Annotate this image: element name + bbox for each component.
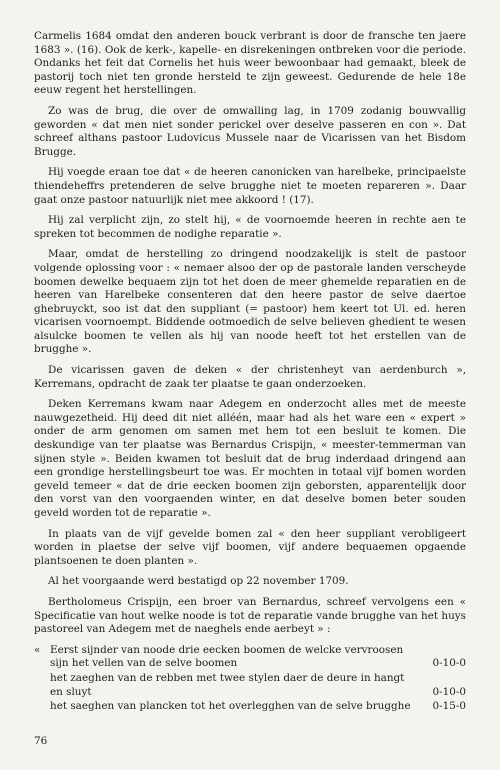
paragraph-3: Hij voegde eraan toe dat « de heeren canonicken van harelbeke, principaelste thiendeheffrs pretenderen de selve brugghe niet te moeten repareren ». Daar gaat onze pastoor natuurlijk niet mee akkoord ! (17). [34,166,466,206]
paragraph-1: Carmelis 1684 omdat den anderen bouck verbrant is door de fransche ten jaere 1683 ». (16). Ook de kerk-, kapelle- en disrekeningen ontbreken voor die periode. Ondanks het feit dat Cornelis het huis weer bewoonbaar had gemaakt, bleek de pastorij toch niet ten gronde hersteld te zijn geweest. Gedurende de hele 18e eeuw regent het herstellingen. [34,30,466,97]
specification-item-text: het saeghen van plancken tot het overlegghen van de selve brugghe [50,700,411,713]
specification-item-amount: 0-15-0 [432,700,466,713]
specification-row [34,672,466,699]
paragraph-9: Al het voorgaande werd bestatigd op 22 november 1709. [48,575,349,588]
paragraph-8: In plaats van de vijf gevelde bomen zal « den heer suppliant verobligeert worden in plaetse der selve vijf boomen, vijf andere bequaemen opgaende plantsoenen te doen planten ». [34,527,466,567]
specification-list [34,644,466,714]
specification-row [34,644,466,671]
paragraph-4: Hij zal verplicht zijn, zo stelt hij, « de voornoemde heeren in rechte aen te spreken tot becommen de nodighe reparatie ». [34,214,466,240]
paragraph-2: Zo was de brug, die over de omwalling lag, in 1709 zodanig bouwvallig geworden « dat men niet sonder perickel over deselve passeren en con ». Dat schreef althans pastoor Ludovicus Mussele naar de Vicarissen van het Bisdom Brugge. [34,104,466,158]
paragraph-5: Maar, omdat de herstelling zo dringend noodzakelijk is stelt de pastoor volgende oplossing voor : « nemaer alsoo der op de pastorale landen verscheyde boomen dewelke bequaem zijn tot het doen de meer ghemelde reparatien en de heeren van Harelbeke consenteren dat den heere pastor de selve daertoe ghebruyckt, soo ist dat den suppliant (= pastoor) hem keert tot Ul. ed. heren vicarisen voornoempt. Biddende ootmoedich de selve believen ghedient te wesen alsulcke boomen te vellen als hij van noode heeft tot het erstellen van de brugghe ». [34,248,466,356]
specification-item-text: Eerst sijnder van noode drie eecken boomen de welcke vervroosen sijn het vellen van de selve boomen [50,643,404,670]
open-quote: « [34,643,41,656]
specification-item-amount: 0-10-0 [432,685,466,698]
specification-item-amount: 0-10-0 [432,657,466,670]
specification-item-text: het zaeghen van de rebben met twee stylen daer de deure in hangt en sluyt [50,671,405,698]
specification-row [34,700,466,714]
paragraph-6: De vicarissen gaven de deken « der christenheyt van aerdenburch », Kerremans, opdracht de zaak ter plaatse te gaan onderzoeken. [34,364,466,390]
paragraph-7: Deken Kerremans kwam naar Adegem en onderzocht alles met de meeste nauwgezetheid. Hij deed dit niet alléén, maar had als het ware een « expert » onder de arm genomen om samen met hem tot een besluit te komen. Die deskundige van ter plaatse was Bernardus Crispijn, « meester-temmerman van sijnen style ». Beiden kwamen tot besluit dat de brug inderdaad dringend aan een grondige herstellingsbeurt toe was. Er mochten in totaal vijf bomen worden geveld temeer « dat de drie eecken boomen zijn geborsten, apparentelijk door den vorst van den voorgaenden winter, en dat deselve bomen beter souden geveld worden tot de reparatie ». [34,398,466,519]
paragraph-10: Bertholomeus Crispijn, een broer van Bernardus, schreef vervolgens een « Specificatie van hout welke noode is tot de reparatie vande brugghe van het huys pastoreel van Adegem met de naeghels ende aerbeyt » : [34,595,466,636]
page-number: 76 [34,735,48,747]
